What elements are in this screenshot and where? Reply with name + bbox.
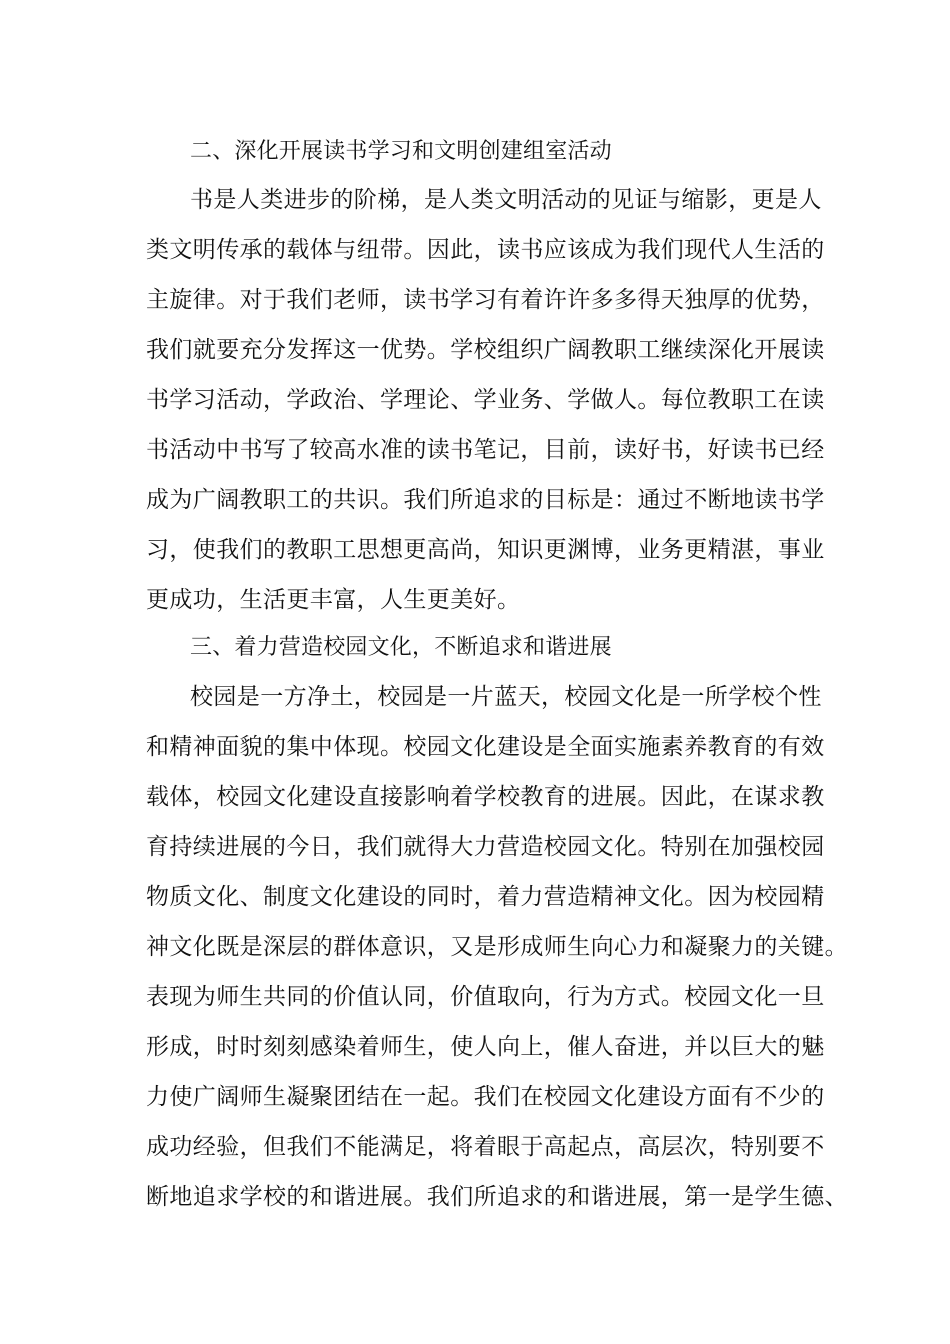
paragraph-line: 载体，校园文化建设直接影响着学校教育的进展。因此，在谋求教 — [146, 784, 825, 810]
paragraph-line: 主旋律。对于我们老师，读书学习有着许许多多得天独厚的优势， — [146, 287, 825, 313]
paragraph-line: 和精神面貌的集中体现。校园文化建设是全面实施素养教育的有效 — [146, 734, 825, 760]
paragraph-line: 习，使我们的教职工思想更高尚，知识更渊博，业务更精湛，事业 — [146, 537, 825, 563]
section-heading-2: 二、深化开展读书学习和文明创建组室活动 — [190, 139, 612, 164]
paragraph-line: 书学习活动，学政治、学理论、学业务、学做人。每位教职工在读 — [146, 387, 825, 413]
paragraph-line: 校园是一方净土，校园是一片蓝天，校园文化是一所学校个性 — [190, 684, 822, 710]
paragraph-line: 书活动中书写了较高水准的读书笔记，目前，读好书，好读书已经 — [146, 437, 825, 463]
paragraph-line: 类文明传承的载体与纽带。因此，读书应该成为我们现代人生活的 — [146, 237, 825, 263]
paragraph-line: 成功经验，但我们不能满足，将着眼于高起点，高层次，特别要不 — [146, 1134, 825, 1160]
paragraph-line: 物质文化、制度文化建设的同时，着力营造精神文化。因为校园精 — [146, 884, 825, 910]
paragraph-line: 表现为师生共同的价值认同，价值取向，行为方式。校园文化一旦 — [146, 984, 825, 1010]
paragraph-line: 力使广阔师生凝聚团结在一起。我们在校园文化建设方面有不少的 — [146, 1084, 825, 1110]
paragraph-line: 神文化既是深层的群体意识，又是形成师生向心力和凝聚力的关键。 — [146, 934, 848, 960]
paragraph-line: 断地追求学校的和谐进展。我们所追求的和谐进展，第一是学生德、 — [146, 1184, 848, 1210]
paragraph-line: 成为广阔教职工的共识。我们所追求的目标是：通过不断地读书学 — [146, 487, 825, 513]
section-heading-3: 三、着力营造校园文化，不断追求和谐进展 — [190, 635, 612, 660]
paragraph-line: 育持续进展的今日，我们就得大力营造校园文化。特别在加强校园 — [146, 834, 825, 860]
paragraph-line: 我们就要充分发挥这一优势。学校组织广阔教职工继续深化开展读 — [146, 337, 825, 363]
paragraph-line: 更成功，生活更丰富，人生更美好。 — [146, 587, 521, 613]
paragraph-line: 书是人类进步的阶梯，是人类文明活动的见证与缩影，更是人 — [190, 187, 822, 213]
paragraph-line: 形成，时时刻刻感染着师生，使人向上，催人奋进，并以巨大的魅 — [146, 1034, 825, 1060]
